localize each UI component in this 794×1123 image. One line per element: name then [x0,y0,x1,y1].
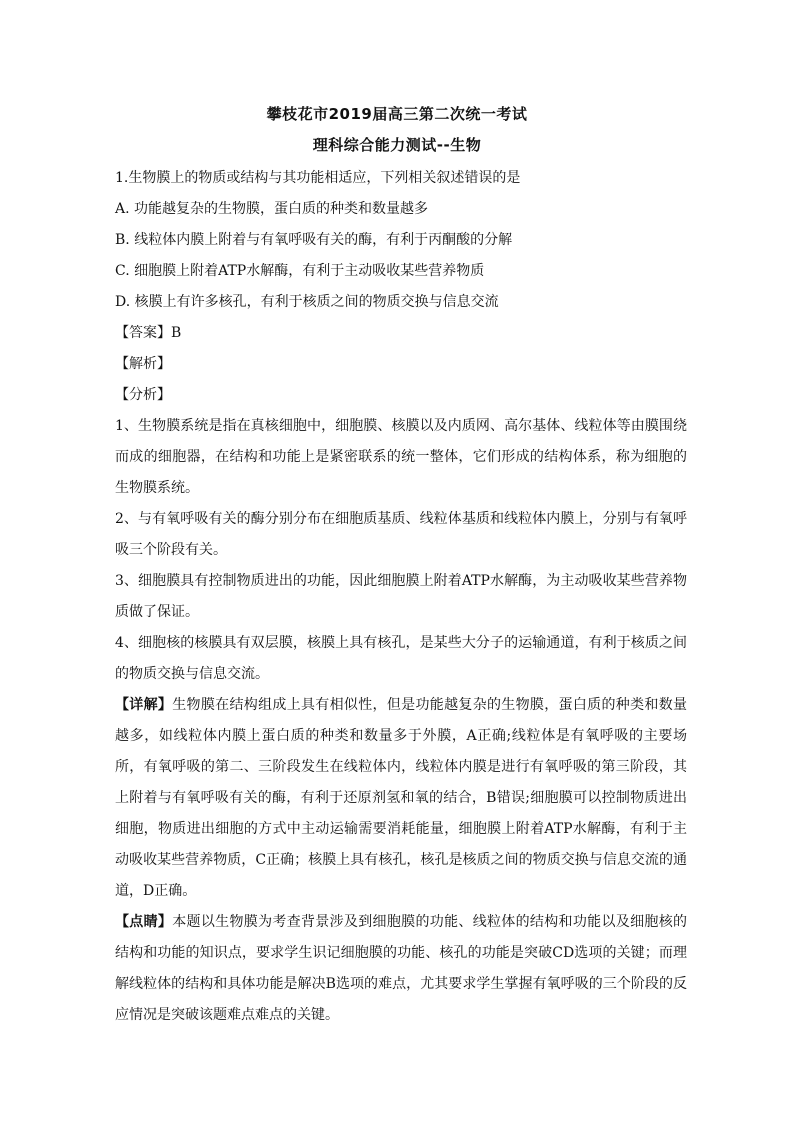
comment-text: 本题以生物膜为考查背景涉及到细胞膜的功能、线粒体的结构和功能以及细胞核的结构和功能的知识点，要求学生识记细胞膜的功能、核孔的功能是突破CD选项的关键；而理解线粒体的结构和具体功能是解决B选项的难点，尤其要求学生掌握有氧呼吸的三个阶段的反应情况是突破该题难点难点的关键。 [115,914,688,1023]
fenxi-label: 【分析】 [115,387,171,403]
comment-paragraph [115,907,687,1031]
analysis-point-4: 4、细胞核的核膜具有双层膜，核膜上具有核孔，是某些大分子的运输通道，有利于核质之间的物质交换与信息交流。 [115,635,687,682]
analysis-point-2: 2、与有氧呼吸有关的酶分别分布在细胞质基质、线粒体基质和线粒体内膜上，分别与有氧呼吸三个阶段有关。 [115,511,687,558]
question-stem: 1.生物膜上的物质或结构与其功能相适应，下列相关叙述错误的是 [115,170,521,186]
answer-line: 【答案】B [115,325,182,341]
exam-subtitle: 理科综合能力测试--生物 [312,136,482,154]
detail-label: 【详解】 [115,697,173,713]
analysis-point-1: 1、生物膜系统是指在真核细胞中，细胞膜、核膜以及内质网、高尔基体、线粒体等由膜围绕而成的细胞器，在结构和功能上是紧密联系的统一整体，它们形成的结构体系，称为细胞的生物膜系统。 [115,418,687,496]
option-d: D. 核膜上有许多核孔，有利于核质之间的物质交换与信息交流 [115,294,499,310]
option-a: A. 功能越复杂的生物膜，蛋白质的种类和数量越多 [115,201,429,217]
comment-label: 【点睛】 [115,914,173,930]
option-b: B. 线粒体内膜上附着与有氧呼吸有关的酶，有利于丙酮酸的分解 [115,232,513,248]
analysis-point-3: 3、细胞膜具有控制物质进出的功能，因此细胞膜上附着ATP水解酶，为主动吸收某些营养物质做了保证。 [115,573,687,620]
analysis-label: 【解析】 [115,356,171,372]
detail-paragraph [115,690,687,907]
option-c: C. 细胞膜上附着ATP水解酶，有利于主动吸收某些营养物质 [115,263,485,279]
exam-title: 攀枝花市2019届高三第二次统一考试 [266,105,528,123]
detail-text: 生物膜在结构组成上具有相似性，但是功能越复杂的生物膜，蛋白质的种类和数量越多，如线粒体内膜上蛋白质的种类和数量多于外膜，A正确;线粒体是有氧呼吸的主要场所，有氧呼吸的第二、三阶段发生在线粒体内，线粒体内膜是进行有氧呼吸的第三阶段，其上附着与有氧呼吸有关的酶，有利于还原剂氢和氧的结合，B错误;细胞膜可以控制物质进出细胞，物质进出细胞的方式中主动运输需要消耗能量，细胞膜上附着ATP水解酶，有利于主动吸收某些营养物质，C正确；核膜上具有核孔，核孔是核质之间的物质交换与信息交流的通道，D正确。 [115,697,688,899]
question-content [115,163,687,1031]
